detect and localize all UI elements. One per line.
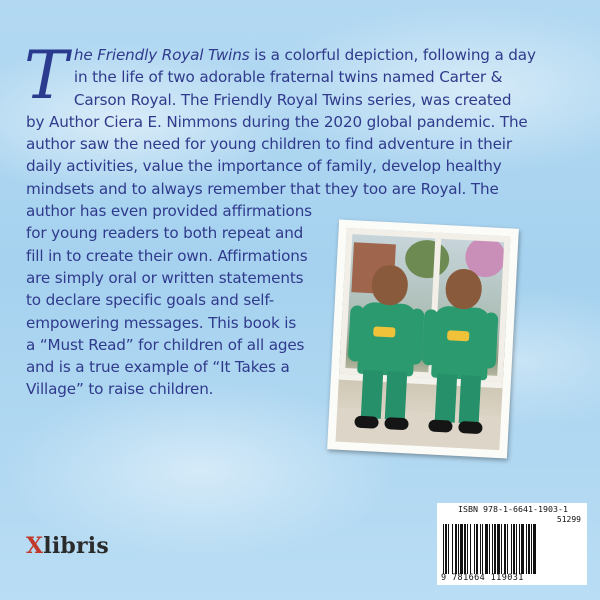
blurb-line-7: mindsets and to always remember that they too are Royal. The (26, 179, 499, 198)
blurb-line-5: author saw the need for young children to find adventure in their (26, 135, 512, 154)
barcode-bar (511, 524, 512, 574)
twin-right (424, 267, 495, 438)
barcode-bar (519, 524, 520, 574)
twins-photo (327, 219, 519, 458)
isbn-barcode (437, 503, 587, 585)
barcode-bar (513, 524, 515, 574)
barcode-bar (489, 524, 490, 574)
blurb-line-text: is a colorful depiction, following a day (249, 46, 536, 64)
barcode-digits: 9 781664 119031 (441, 573, 524, 583)
car-graphic (447, 330, 469, 341)
barcode-bar (467, 524, 468, 574)
barcode-bar (494, 524, 496, 574)
blurb-line-12: to declare specific goals and self- (26, 291, 275, 310)
leg (435, 374, 457, 423)
shoe (384, 417, 409, 430)
barcode-bar (528, 524, 530, 574)
barcode-bar (474, 524, 475, 574)
drop-cap: T (24, 37, 68, 114)
head (371, 264, 409, 306)
barcode-bar (516, 524, 517, 574)
blurb-line-3: Carson Royal. The Friendly Royal Twins series, was created (73, 90, 512, 109)
blurb-line-4: by Author Ciera E. Nimmons during the 2020 global pandemic. The (26, 112, 528, 131)
barcode-bar (464, 524, 466, 574)
book-title: he Friendly Royal Twins (73, 46, 250, 64)
barcode-bar (443, 524, 444, 574)
barcode-bar (485, 524, 488, 574)
blurb-line-14: a “Must Read” for children of all ages (26, 335, 305, 354)
price-code: 51299 (556, 515, 581, 524)
blurb-line-2: in the life of two adorable fraternal twins named Carter & (73, 68, 503, 87)
blurb-line-10: fill in to create their own. Affirmations (26, 246, 308, 265)
isbn-label: ISBN 978-1-6641-1903-1 (458, 504, 568, 514)
blurb-line-8: author has even provided affirmations (26, 202, 312, 221)
barcode-bar (533, 524, 536, 574)
blurb-line-15: and is a true example of “It Takes a (26, 358, 290, 377)
barcode-bar (476, 524, 478, 574)
photo-scene (336, 228, 511, 450)
barcode-bar (470, 524, 471, 574)
barcode-bar (504, 524, 506, 574)
barcode-bar (531, 524, 532, 574)
blurb-line-13: empowering messages. This book is (26, 313, 297, 332)
leg (459, 375, 481, 424)
blurb-line-6: daily activities, value the importance of family, develop healthy (26, 157, 502, 176)
barcode-bar (448, 524, 449, 574)
barcode-bars (441, 524, 583, 574)
barcode-bar (501, 524, 502, 574)
green-outfit (357, 302, 417, 377)
barcode-bar (445, 524, 447, 574)
barcode-bar (482, 524, 483, 574)
twin-left (350, 264, 421, 435)
barcode-bar (458, 524, 459, 574)
shoe (458, 421, 483, 434)
head (445, 268, 483, 310)
barcode-bar (452, 524, 453, 574)
blurb-line-11: are simply oral or written statements (26, 268, 304, 287)
barcode-bar (507, 524, 508, 574)
logo-text: libris (43, 533, 109, 559)
barcode-bar (480, 524, 481, 574)
leg (361, 370, 383, 419)
blurb-line-16: Village” to raise children. (26, 380, 214, 399)
barcode-bar (455, 524, 457, 574)
barcode-bar (460, 524, 463, 574)
logo-x: X (26, 533, 44, 559)
blurb-line-9: for young readers to both repeat and (26, 224, 304, 243)
barcode-bar (492, 524, 493, 574)
leg (385, 371, 407, 420)
barcode-bar (521, 524, 524, 574)
barcode-bar (526, 524, 527, 574)
car-graphic (373, 326, 395, 337)
shoe (428, 419, 453, 432)
shoe (354, 416, 379, 429)
barcode-bar (497, 524, 500, 574)
blurb-line-1 (26, 44, 566, 66)
green-outfit (431, 306, 491, 381)
publisher-logo (26, 533, 109, 559)
